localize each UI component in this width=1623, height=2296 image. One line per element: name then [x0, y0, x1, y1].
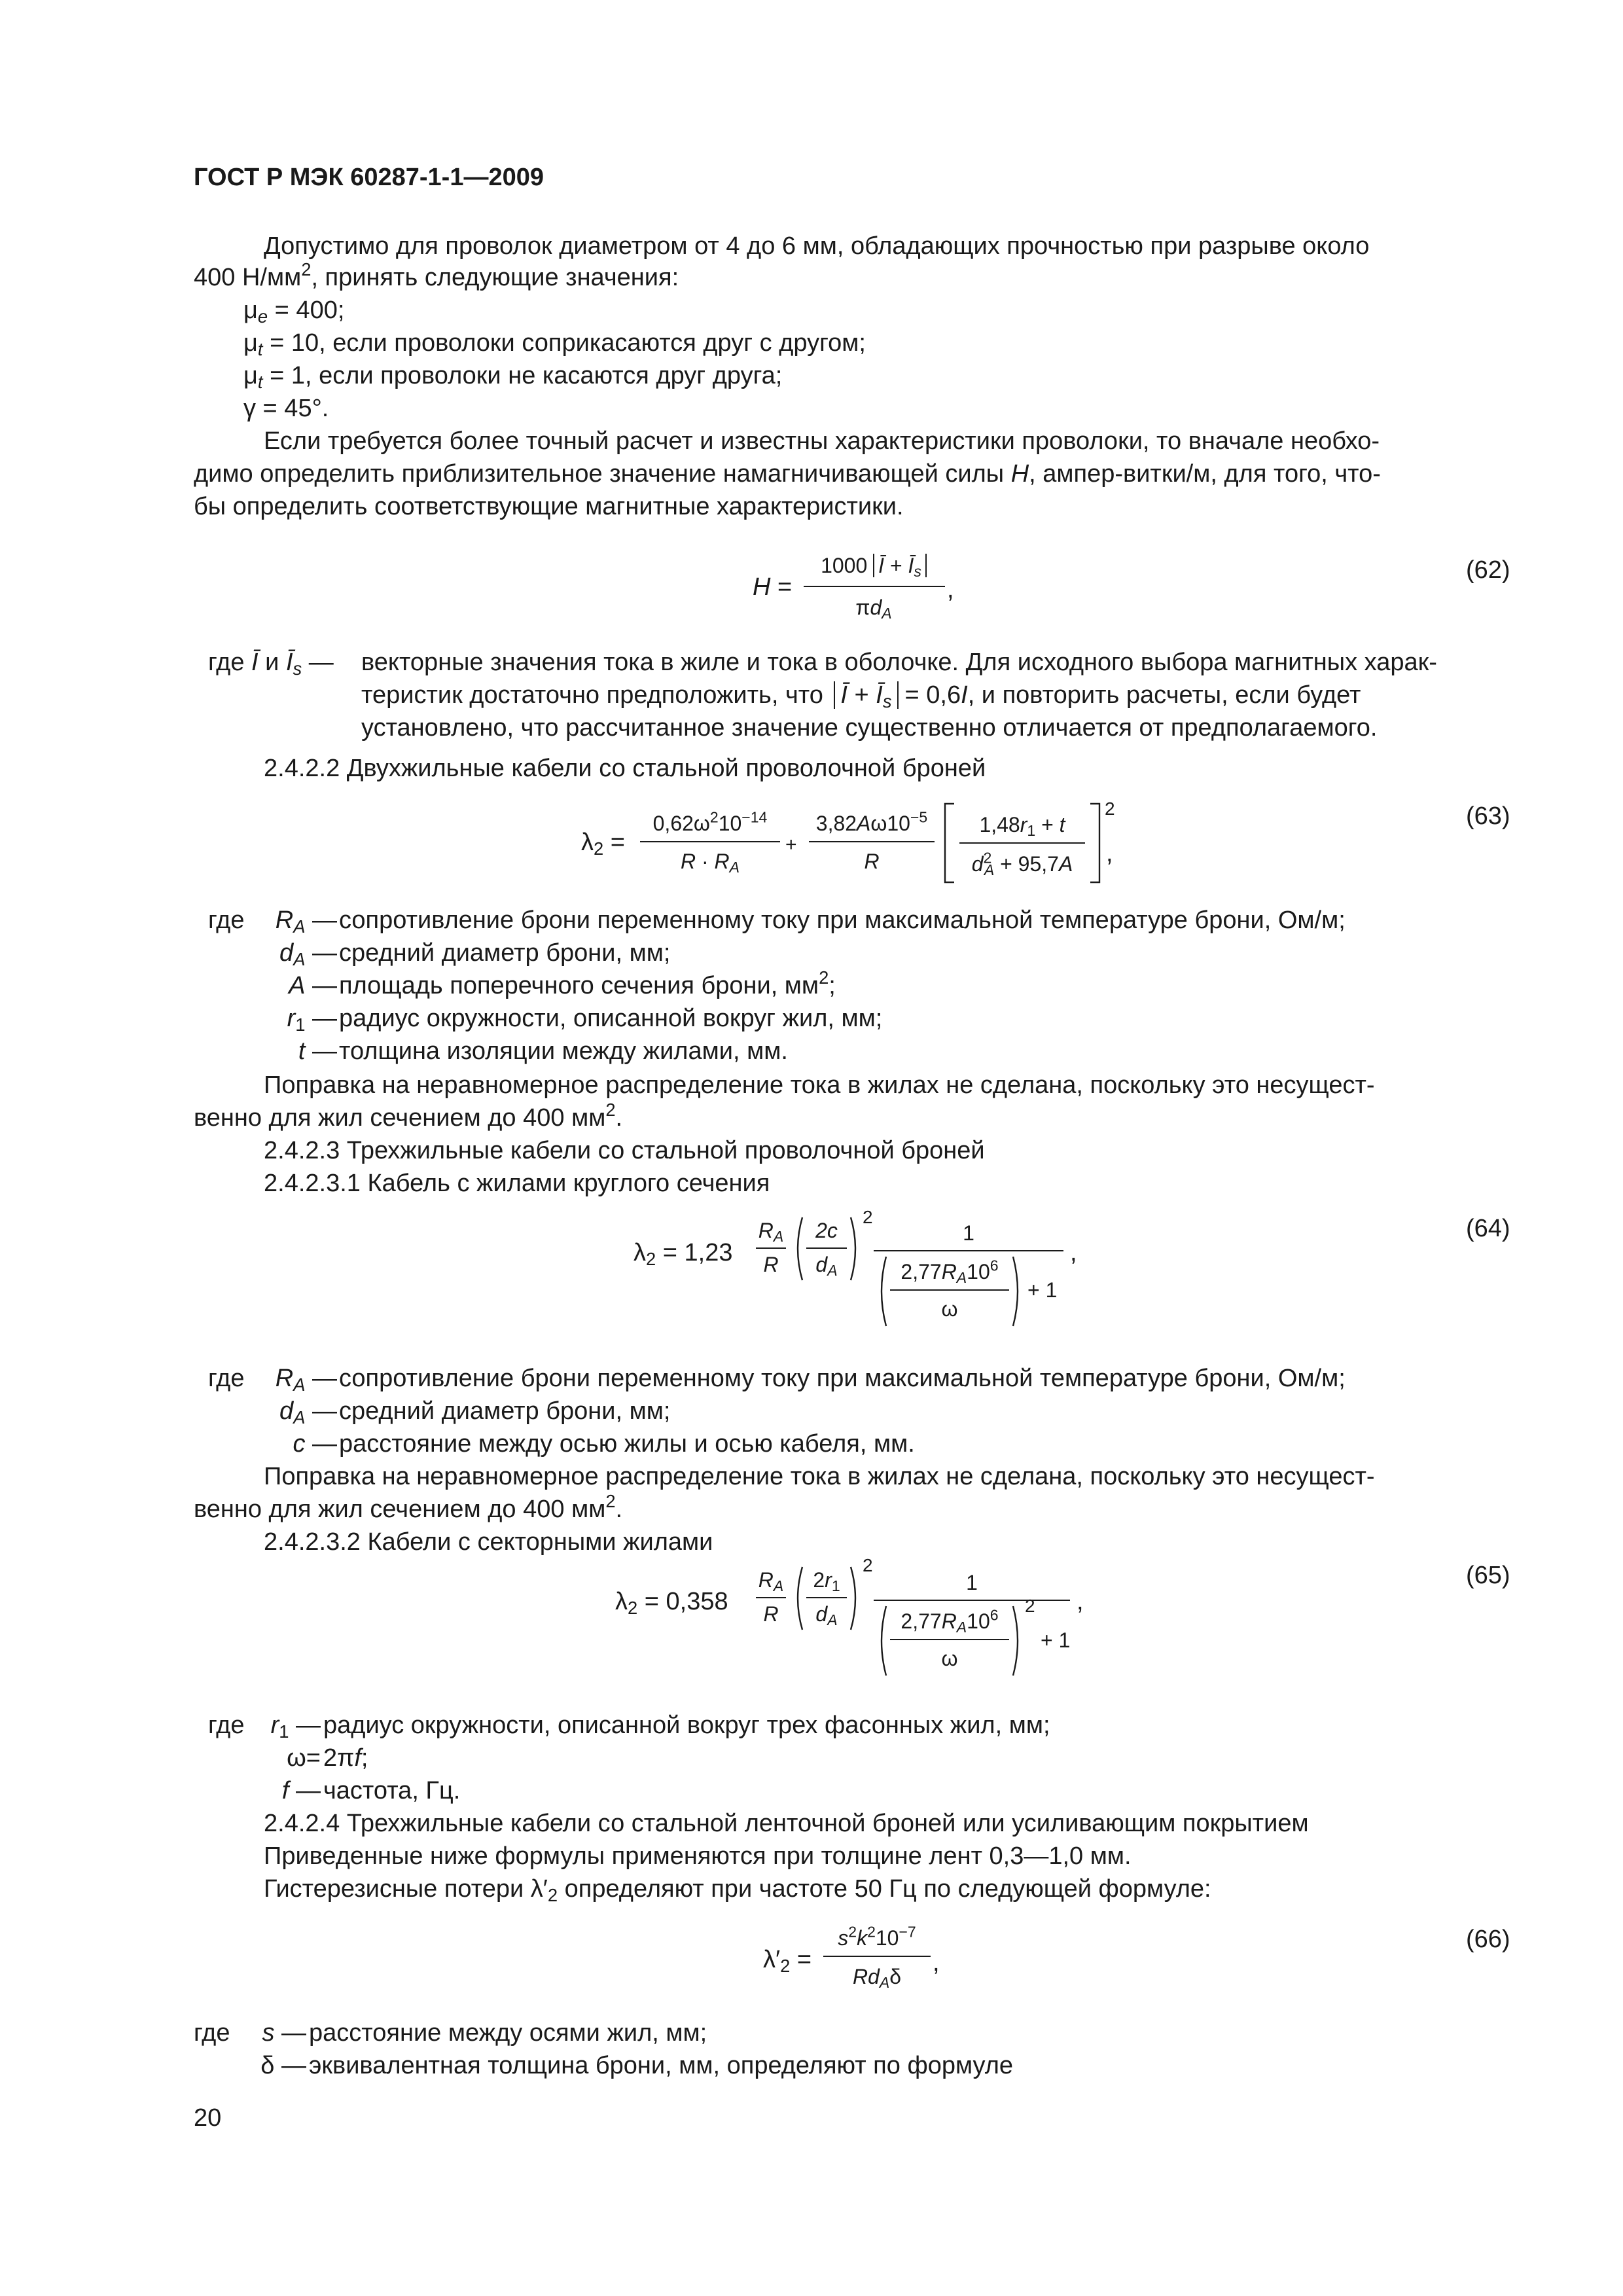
- def63-r1-text: сопротивление брони переменному току при максимальной температуре брони, Ом/м;: [339, 906, 1346, 934]
- paragraph-wire-intro-line1: Допустимо для проволок диаметром от 4 до 6 мм, обладающих прочностью при разрыве около: [264, 232, 1370, 260]
- eq65-inner-den: ω: [941, 1647, 958, 1670]
- def63-r1-symbol: $R_A$ —: [275, 906, 337, 937]
- def66-where: где: [194, 2019, 230, 2047]
- eq64-main-num: 1: [963, 1221, 974, 1245]
- eq65-comma: ,: [1077, 1588, 1084, 1615]
- eq65-inner-left-paren: [876, 1605, 887, 1677]
- eq64-right-paren: [849, 1216, 861, 1282]
- def62-symbols: где Ī и $Ī_s$ —: [208, 649, 334, 679]
- eq65-ra-bar: [756, 1597, 786, 1598]
- eq65-ra-num: $R_A$: [758, 1568, 784, 1594]
- def64-r2-text: средний диаметр брони, мм;: [339, 1397, 671, 1425]
- eq65-left-paren: [792, 1566, 804, 1631]
- def63-where: где: [208, 906, 245, 934]
- def65-r2-text: 2πf;: [323, 1744, 368, 1772]
- eq63-f1-bar: [640, 841, 780, 842]
- eq63-comma: ,: [1106, 840, 1113, 867]
- eq65-lhs: $\lambda_2 = 0,358$: [615, 1588, 728, 1618]
- note2-line1: Поправка на неравномерное распределение тока в жилах не сделана, поскольку это несущест-: [264, 1463, 1375, 1490]
- eq65-inner-square: 2: [1025, 1596, 1035, 1616]
- section-2-4-2-4-line3: Гистерезисные потери $\lambda'_2$ определяют при частоте 50 Гц по следующей формуле:: [264, 1875, 1211, 1905]
- section-2-4-2-3-title: 2.4.2.3 Трехжильные кабели со стальной проволочной броней: [264, 1137, 985, 1164]
- eq62-denominator: $\pi d_A$: [855, 596, 892, 622]
- eq64-ra-num: $R_A$: [758, 1219, 784, 1245]
- eq64-lhs: $\lambda_2 = 1,23$: [633, 1239, 733, 1269]
- def63-r3-symbol: A —: [289, 972, 337, 999]
- eq64-inner-right-paren: [1012, 1255, 1024, 1327]
- paragraph-precise-line1: Если требуется более точный расчет и известны характеристики проволоки, то вначале необхо-: [264, 427, 1380, 455]
- section-2-4-2-4-title: 2.4.2.4 Трехжильные кабели со стальной ленточной броней или усиливающим покрытием: [264, 1810, 1309, 1837]
- def64-r1-symbol: $R_A$ —: [275, 1365, 337, 1395]
- value-mu-e: $\mu_e = 400$;: [243, 296, 345, 327]
- def65-r3-text: частота, Гц.: [323, 1777, 461, 1804]
- paragraph-wire-intro-line2: 400 $Н/мм^2$, принять следующие значения:: [194, 259, 679, 291]
- paragraph-precise-line2: димо определить приблизительное значение намагничивающей силы H, ампер-витки/м, для того, что-: [194, 460, 1381, 488]
- eq64-comma: ,: [1070, 1239, 1077, 1266]
- def63-r2-symbol: $d_A$ —: [279, 939, 337, 969]
- eq63-f1-den: $R \cdot R_A$: [680, 850, 740, 876]
- def65-r1-text: радиус окружности, описанной вокруг трех фасонных жил, мм;: [323, 1712, 1050, 1739]
- eq63-f2-den: R: [864, 850, 880, 873]
- eq66-fraction-bar: [823, 1956, 931, 1957]
- eq63-number: (63): [1466, 802, 1510, 830]
- eq65-square-exponent: 2: [863, 1555, 873, 1575]
- eq65-plus-one: + 1: [1041, 1628, 1071, 1652]
- def64-r3-symbol: c —: [293, 1430, 337, 1458]
- eq63-f3-den: $d^2_A + 95,7A$: [971, 849, 1073, 878]
- page-number: 20: [194, 2104, 222, 2132]
- eq66-lhs: $\lambda'_2$ =: [763, 1946, 812, 1976]
- section-2-4-2-2-title: 2.4.2.2 Двухжильные кабели со стальной проволочной броней: [264, 755, 986, 782]
- def63-r4-symbol: $r_1$ —: [287, 1005, 337, 1035]
- eq64-inner-den: ω: [941, 1297, 958, 1321]
- section-2-4-2-3-2-title: 2.4.2.3.2 Кабели с секторными жилами: [264, 1528, 713, 1556]
- eq64-square-exponent: 2: [863, 1207, 873, 1227]
- def64-r2-symbol: $d_A$ —: [279, 1397, 337, 1427]
- eq63-f2-bar: [809, 841, 935, 842]
- eq64-inner-left-paren: [876, 1255, 887, 1327]
- eq64-ra-den: R: [763, 1253, 779, 1276]
- eq64-ra-bar: [756, 1247, 786, 1249]
- eq65-main-bar: [874, 1600, 1070, 1601]
- eq62-lhs: H =: [753, 573, 793, 601]
- eq66-number: (66): [1466, 1926, 1510, 1953]
- paragraph-precise-line3: бы определить соответствующие магнитные характеристики.: [194, 493, 904, 520]
- section-2-4-2-3-1-title: 2.4.2.3.1 Кабель с жилами круглого сечения: [264, 1170, 770, 1197]
- eq64-inner-bar: [890, 1289, 1009, 1291]
- eq65-c-num: $2r_1$: [813, 1568, 840, 1594]
- eq63-outer-exponent: 2: [1105, 798, 1115, 819]
- document-header: ГОСТ Р МЭК 60287-1-1—2009: [194, 164, 544, 191]
- def66-r2-symbol: δ —: [260, 2052, 306, 2079]
- eq63-f1-num: $0,62\omega^210^{-14}$: [652, 808, 768, 835]
- eq64-c-bar: [806, 1247, 847, 1249]
- note1-line2: венно для жил сечением до 400 $мм^2$.: [194, 1099, 623, 1132]
- eq64-left-paren: [792, 1216, 804, 1282]
- value-mu-t-not-touching: $\mu_t = 1$, если проволоки не касаются друг друга;: [243, 362, 783, 392]
- eq63-plus: +: [785, 834, 797, 855]
- def63-r4-text: радиус окружности, описанной вокруг жил, мм;: [339, 1005, 883, 1032]
- def65-where: где: [208, 1712, 245, 1739]
- eq66-numerator: $s^2k^210^{-7}$: [838, 1923, 916, 1950]
- eq65-ra-den: R: [763, 1602, 779, 1626]
- eq64-plus-one: + 1: [1027, 1278, 1058, 1302]
- eq62-numerator: 1000 Ī + $Ī_s$: [802, 554, 946, 578]
- def63-r5-symbol: t —: [298, 1037, 337, 1065]
- eq62-fraction-bar: [804, 586, 945, 587]
- eq65-right-paren: [849, 1566, 861, 1631]
- eq65-main-num: 1: [966, 1571, 978, 1594]
- value-gamma: γ = 45°.: [243, 395, 329, 422]
- def66-r1-text: расстояние между осями жил, мм;: [309, 2019, 707, 2047]
- eq63-lhs: $\lambda_2$ =: [581, 829, 625, 859]
- def64-r3-text: расстояние между осью жилы и осью кабеля, мм.: [339, 1430, 915, 1458]
- eq64-inner-num: $2,77R_A10^6$: [901, 1257, 999, 1286]
- eq64-number: (64): [1466, 1215, 1510, 1242]
- eq63-f3-bar: [959, 842, 1085, 844]
- eq65-inner-num: $2,77R_A10^6$: [901, 1606, 999, 1636]
- eq64-c-num: 2c: [815, 1219, 838, 1242]
- def63-r5-text: толщина изоляции между жилами, мм.: [339, 1037, 788, 1065]
- note2-line2: венно для жил сечением до 400 $мм^2$.: [194, 1490, 623, 1523]
- def62-line2: теристик достаточно предположить, что Ī + $Ī_s = 0,6I$, и повторить расчеты, если будет: [361, 681, 1361, 711]
- def65-r3-symbol: f —: [281, 1777, 321, 1804]
- section-2-4-2-4-line2: Приведенные ниже формулы применяются при толщине лент 0,3—1,0 мм.: [264, 1842, 1132, 1870]
- def65-r1-symbol: $r_1$ —: [270, 1712, 321, 1742]
- def65-r2-symbol: ω=: [287, 1744, 321, 1772]
- eq65-c-den: $d_A$: [815, 1602, 838, 1628]
- eq66-comma: ,: [933, 1949, 940, 1977]
- eq65-number: (65): [1466, 1562, 1510, 1589]
- eq62-comma: ,: [947, 576, 954, 603]
- value-mu-t-touching: $\mu_t = 10$, если проволоки соприкасаются друг с другом;: [243, 329, 866, 359]
- eq63-f3-num: $1,48r_1 + t$: [979, 813, 1065, 839]
- def66-r1-symbol: s —: [262, 2019, 306, 2047]
- note1-line1: Поправка на неравномерное распределение тока в жилах не сделана, поскольку это несущест-: [264, 1071, 1375, 1099]
- eq65-inner-right-paren: [1012, 1605, 1024, 1677]
- def64-where: где: [208, 1365, 245, 1392]
- def66-r2-text: эквивалентная толщина брони, мм, определяют по формуле: [309, 2052, 1014, 2079]
- eq66-denominator: $Rd_A\delta$: [852, 1965, 902, 1991]
- eq65-c-bar: [806, 1597, 847, 1598]
- eq63-right-bracket: [1089, 802, 1102, 884]
- def62-line1: векторные значения тока в жиле и тока в оболочке. Для исходного выбора магнитных харак-: [361, 649, 1437, 676]
- eq62-number: (62): [1466, 556, 1510, 584]
- def63-r3-text: площадь поперечного сечения брони, $мм^2$;: [339, 967, 836, 999]
- eq63-left-bracket: [942, 802, 955, 884]
- eq64-c-den: $d_A$: [815, 1253, 838, 1279]
- eq63-f2-num: $3,82A\omega 10^{-5}$: [815, 808, 928, 835]
- eq64-main-bar: [874, 1250, 1063, 1251]
- eq65-inner-bar: [890, 1639, 1009, 1640]
- def63-r2-text: средний диаметр брони, мм;: [339, 939, 671, 967]
- def62-line3: установлено, что рассчитанное значение существенно отличается от предполагаемого.: [361, 714, 1378, 742]
- def64-r1-text: сопротивление брони переменному току при максимальной температуре брони, Ом/м;: [339, 1365, 1346, 1392]
